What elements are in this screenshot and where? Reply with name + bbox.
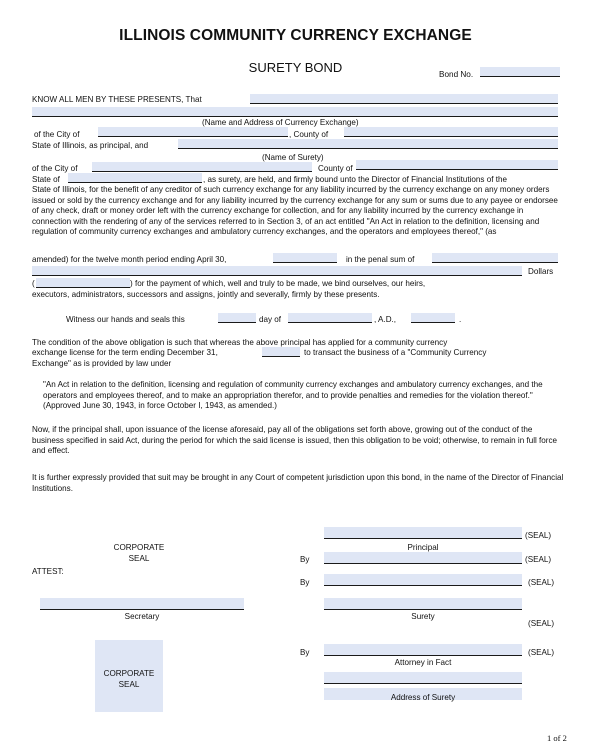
witness-text: Witness our hands and seals this xyxy=(66,315,185,324)
executors-line-text: executors, administrators, successors and assigns, jointly and severally, firmly by these presents. xyxy=(32,290,380,299)
by-label-1: By xyxy=(300,555,310,564)
page-number: 1 of 2 xyxy=(547,733,567,743)
attorney-in-fact-signature-field[interactable] xyxy=(324,644,522,656)
by-label-3: By xyxy=(300,648,310,657)
corporate-seal-label-2a: CORPORATE xyxy=(103,669,155,678)
seal-label-3: (SEAL) xyxy=(528,578,555,587)
name-address-exchange-caption: (Name and Address of Currency Exchange) xyxy=(202,118,359,127)
of-city-label-1: of the City of xyxy=(34,130,80,139)
ad-label: , A.D., xyxy=(374,315,397,324)
seal-label-5: (SEAL) xyxy=(528,648,555,657)
county-of-label-1: , County of xyxy=(289,130,329,139)
amended-line-text: amended) for the twelve month period ending April 30, xyxy=(32,255,227,264)
state-principal-text: State of Illinois, as principal, and xyxy=(32,141,149,150)
corporate-seal-label-2b: SEAL xyxy=(118,680,140,689)
seal-label-1: (SEAL) xyxy=(525,531,552,540)
state-of-label: State of xyxy=(32,175,60,184)
by-label-2: By xyxy=(300,578,310,587)
surety-signature-field[interactable] xyxy=(324,598,522,610)
penal-sum-words-field[interactable] xyxy=(32,266,522,276)
principal-county-field[interactable] xyxy=(344,127,558,137)
secretary-caption: Secretary xyxy=(124,612,160,621)
dollars-label: Dollars xyxy=(528,267,554,276)
witness-month-field[interactable] xyxy=(288,313,372,323)
principal-caption: Principal xyxy=(407,543,439,552)
bond-no-field[interactable] xyxy=(480,67,560,77)
condition-line-2a: exchange license for the term ending December 31, xyxy=(32,348,218,357)
county-of-label-2: County of xyxy=(318,164,353,173)
now-paragraph: Now, if the principal shall, upon issuance of the license aforesaid, pay all of the obligations set forth above, growing out of the conduct of the business specified in said Act, during the period for which the said license is issued, then this obligation to be void; otherwise, to remain in full force and effect. xyxy=(32,425,558,456)
address-of-surety-caption: Address of Surety xyxy=(390,693,456,702)
surety-name-field[interactable] xyxy=(178,139,558,149)
surety-city-field[interactable] xyxy=(92,162,312,172)
seal-label-4: (SEAL) xyxy=(528,619,555,628)
of-city-label-2: of the City of xyxy=(32,164,78,173)
paren-open: ( xyxy=(32,279,35,288)
seal-label-2: (SEAL) xyxy=(525,555,552,564)
bond-obligation-paragraph: State of Illinois, for the benefit of any creditor of such currency exchange for any liability incurred by the currency exchange on any money orders issued or sold by the currency exchange and for any liability incurred by the currency exchange for any sum or sums due to any payee or endorsee of any check, draft or money order left with the currency exchange for collection, and for any liability incurred by the currency exchange in connection with the rendering of any of the services referred to in Section 3, of an act entitled "An Act in relation to the definition, licensing and regulation of community currency exchanges and ambulatory currency exchanges, and the operators and employees thereof," (as xyxy=(32,185,558,237)
surety-bound-text: , as surety, are held, and firmly bound unto the Director of Financial Institutions of the xyxy=(203,175,507,184)
corporate-seal-label-1a: CORPORATE xyxy=(113,543,165,552)
principal-city-field[interactable] xyxy=(98,127,288,137)
witness-day-field[interactable] xyxy=(218,313,256,323)
license-term-year-field[interactable] xyxy=(262,347,300,357)
surety-state-field[interactable] xyxy=(68,173,202,183)
document-title: ILLINOIS COMMUNITY CURRENCY EXCHANGE xyxy=(119,27,472,44)
penal-sum-figures-field[interactable] xyxy=(36,278,130,288)
currency-exchange-address-field[interactable] xyxy=(32,107,558,117)
attest-label: ATTEST: xyxy=(32,567,64,576)
penal-sum-label: in the penal sum of xyxy=(346,255,415,264)
surety-county-field[interactable] xyxy=(356,160,558,170)
principal-by-signature-field-2[interactable] xyxy=(324,574,522,586)
secretary-signature-field[interactable] xyxy=(40,598,244,610)
attorney-in-fact-caption: Attorney in Fact xyxy=(394,658,452,667)
penal-sum-field[interactable] xyxy=(432,253,558,263)
day-of-label: day of xyxy=(259,315,282,324)
act-quote-paragraph: "An Act in relation to the definition, licensing and regulation of community currency exchanges and ambulatory currency exchanges, and the operators and employees thereof, and to make an appropriation therefor, and to provide penalties and remedies for the violation thereof." (Approved June 30, 1943, in force October I, 1943, as amended.) xyxy=(43,380,543,411)
currency-exchange-name-field[interactable] xyxy=(250,94,558,104)
condition-line-1: The condition of the above obligation is such that whereas the above principal has applied for a community currency xyxy=(32,338,448,347)
witness-year-field[interactable] xyxy=(411,313,455,323)
surety-caption: Surety xyxy=(411,612,435,621)
surety-address-field-1[interactable] xyxy=(324,672,522,684)
corporate-seal-label-1b: SEAL xyxy=(128,554,150,563)
condition-line-3: Exchange" as is provided by law under xyxy=(32,359,172,368)
period-year-field[interactable] xyxy=(273,253,337,263)
bond-no-label: Bond No. xyxy=(439,70,474,79)
payment-line-text: ) for the payment of which, well and truly to be made, we bind ourselves, our heirs, xyxy=(130,279,426,288)
principal-by-signature-field[interactable] xyxy=(324,552,522,564)
know-all-men-text: KNOW ALL MEN BY THESE PRESENTS, That xyxy=(32,95,202,104)
further-paragraph: It is further expressly provided that suit may be brought in any Court of competent jurisdiction upon this bond, in the name of the Director of Financial Institutions. xyxy=(32,473,564,493)
principal-name-field[interactable] xyxy=(324,527,522,539)
name-of-surety-caption: (Name of Surety) xyxy=(262,153,324,162)
witness-period: . xyxy=(459,315,462,324)
condition-line-2b: to transact the business of a "Community Currency xyxy=(304,348,487,357)
document-subtitle: SURETY BOND xyxy=(248,60,343,75)
